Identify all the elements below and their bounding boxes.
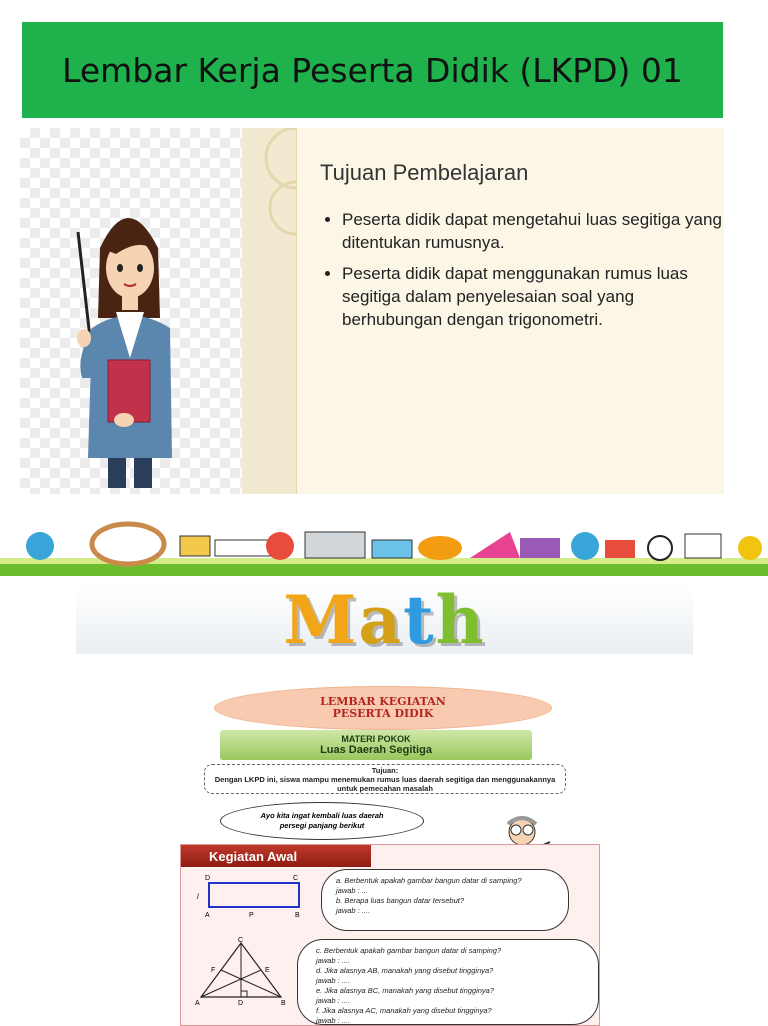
math-word-text bbox=[283, 581, 485, 659]
teacher-illustration bbox=[20, 128, 242, 494]
question-line: jawab : .... bbox=[316, 976, 351, 985]
question-line: a. Berbentuk apakah gambar bangun datar di samping? bbox=[336, 876, 522, 885]
page-title: Lembar Kerja Peserta Didik (LKPD) 01 bbox=[62, 50, 683, 90]
math-letter: t bbox=[403, 581, 436, 659]
tujuan-label: Tujuan: bbox=[371, 765, 399, 775]
question-bubble-1 bbox=[321, 869, 569, 931]
worksheet-title-line2: PESERTA DIDIK bbox=[332, 707, 434, 720]
question-line: d. Jika alasnya AB, manakah yang disebut tingginya? bbox=[316, 966, 494, 975]
question-line: f. Jika alasnya AC, manakah yang disebut tingginya? bbox=[316, 1006, 492, 1015]
math-letter: h bbox=[435, 581, 486, 659]
tri-label-f: F bbox=[211, 967, 216, 974]
objective-item: • Peserta didik dapat menggunakan rumus luas segitiga dalam penyelesaian soal yang berhubungan dengan trigonometri. bbox=[342, 262, 732, 331]
question-line: b. Berapa luas bangun datar tersebut? bbox=[336, 896, 465, 905]
math-banner bbox=[76, 581, 693, 659]
tri-label-c: C bbox=[238, 937, 244, 944]
reminder-cloud bbox=[220, 802, 424, 840]
question-line: jawab : .... bbox=[316, 1016, 351, 1025]
reminder-text: Ayo kita ingat kembali luas daerah persegi panjang berikut bbox=[260, 811, 384, 830]
worksheet-title-oval bbox=[214, 686, 552, 730]
tri-label-b: B bbox=[281, 1000, 286, 1007]
title-bar bbox=[22, 22, 723, 118]
materi-label: MATERI POKOK bbox=[341, 734, 411, 744]
question-line: jawab : ... bbox=[336, 886, 369, 895]
rectangle-figure bbox=[193, 871, 303, 921]
question-line: c. Berbentuk apakah gambar bangun datar di samping? bbox=[316, 946, 502, 955]
rect-label-a: A bbox=[205, 912, 210, 919]
question-line: e. Jika alasnya BC, manakah yang disebut tingginya? bbox=[316, 986, 495, 995]
teacher-illustration-background bbox=[20, 128, 242, 494]
decorative-circles bbox=[242, 128, 296, 248]
school-supplies-banner bbox=[0, 518, 768, 576]
question-bubble-2 bbox=[297, 939, 599, 1025]
rect-label-d: D bbox=[205, 875, 211, 882]
question-line: jawab : .... bbox=[336, 906, 371, 915]
tri-label-d: D bbox=[238, 1000, 244, 1007]
decorative-strip bbox=[242, 128, 297, 494]
math-letter: a bbox=[358, 581, 404, 659]
question-line: jawab : .... bbox=[316, 956, 351, 965]
objective-item: • Peserta didik dapat mengetahui luas segitiga yang ditentukan rumusnya. bbox=[342, 208, 732, 254]
rect-label-b: B bbox=[295, 912, 300, 919]
tujuan-text: Dengan LKPD ini, siswa mampu menemukan rumus luas daerah segitiga dan menggunakannya untuk pemecahan masalah bbox=[214, 774, 556, 793]
objective-list bbox=[320, 208, 732, 339]
tujuan-box bbox=[204, 764, 566, 794]
tri-label-e: E bbox=[265, 967, 270, 974]
question-line: jawab : .... bbox=[316, 996, 351, 1005]
objective-panel bbox=[20, 128, 724, 494]
kegiatan-awal-header: Kegiatan Awal bbox=[181, 845, 371, 867]
math-letter: M bbox=[283, 581, 359, 659]
rect-label-p: P bbox=[249, 912, 254, 919]
rect-label-l: l bbox=[197, 894, 199, 901]
materi-value: Luas Daerah Segitiga bbox=[320, 744, 432, 756]
objective-heading: Tujuan Pembelajaran bbox=[320, 160, 529, 185]
triangle-figure bbox=[193, 937, 293, 1007]
worksheet-preview bbox=[174, 682, 614, 1024]
rect-label-c: C bbox=[293, 875, 299, 882]
worksheet-title-line1: LEMBAR KEGIATAN bbox=[320, 695, 446, 708]
kegiatan-awal-frame bbox=[180, 844, 600, 1026]
materi-banner bbox=[220, 730, 532, 760]
math-word bbox=[76, 581, 693, 659]
tri-label-a: A bbox=[195, 1000, 200, 1007]
